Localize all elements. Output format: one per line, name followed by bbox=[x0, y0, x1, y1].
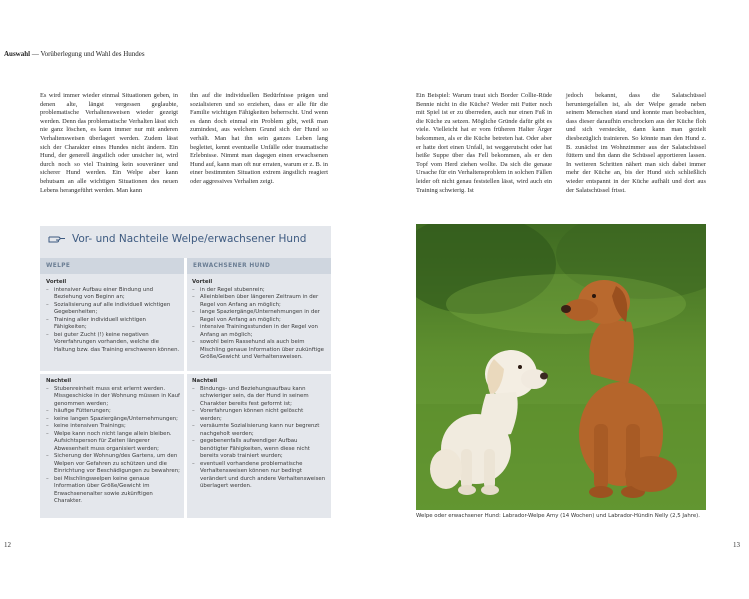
list-item: – eventuell vorhandene problematische Verhaltensweisen können nur bedingt verändert und durch andere Verhaltensweisen überlagert werden. bbox=[192, 461, 326, 491]
column-header-welpe: WELPE bbox=[40, 258, 184, 274]
erwachsener-con-list bbox=[192, 386, 326, 491]
list-item: – bei Mischlingswelpen keine genaue Information über Größe/Gewicht im Erwachsenenalter sowie zukünftigen Charakter. bbox=[46, 476, 180, 506]
list-item: – Sicherung der Wohnung/des Gartens, um den Welpen vor Gefahren zu schützen und die Einrichtung vor Beschädigungen zu bewahren; bbox=[46, 453, 180, 476]
welpe-con-list bbox=[46, 386, 180, 506]
list-item: – versäumte Sozialisierung kann nur begrenzt nachgeholt werden; bbox=[192, 423, 326, 438]
pro-label: Vorteil bbox=[46, 279, 67, 285]
list-item: – sowohl beim Rassehund als auch beim Mischling genaue Information über zukünftige Größe/Gewicht und Verhaltensweisen. bbox=[192, 339, 326, 362]
page-number-left: 12 bbox=[4, 541, 11, 549]
column-divider bbox=[184, 258, 187, 518]
welpe-pro-list bbox=[46, 287, 180, 355]
list-item: – intensive Trainingsstunden in der Regel von Anfang an möglich; bbox=[192, 324, 326, 339]
row-divider bbox=[40, 371, 331, 374]
dogs-photo bbox=[416, 224, 706, 510]
list-item: – Bindungs- und Beziehungsaufbau kann schwieriger sein, da der Hund in seinem Charakter bereits fest geformt ist; bbox=[192, 386, 326, 409]
erwachsener-pro-list bbox=[192, 287, 326, 362]
column-header-erwachsener-hund: ERWACHSENER HUND bbox=[187, 258, 331, 274]
page-number-right: 13 bbox=[733, 541, 740, 549]
erwachsener-pro-cell bbox=[192, 279, 326, 362]
photo-caption: Welpe oder erwachsener Hund: Labrador-Welpe Amy (14 Wochen) und Labrador-Hündin Nelly (2,5 Jahre). bbox=[416, 513, 700, 519]
list-item: – häufige Fütterungen; bbox=[46, 408, 180, 416]
list-item: – keine langen Spaziergänge/Unternehmungen; bbox=[46, 416, 180, 424]
list-item: – Training aller individuell wichtigen Fähigkeiten; bbox=[46, 317, 180, 332]
text-column-4: jedoch bekannt, dass die Salatschüssel heruntergefallen ist, als der Welpe gerade neben seinem Menschen stand und konnte man beobachten, dass dieser daraufhin erschrocken aus der Küche floh und sich versteckte, dann kann man gezielt diesbezüglich trainieren. So könnte man den Hund z. B. zunächst im Wohnzimmer aus der Salatschüssel füttern und ihn dann die Schüssel apportieren lassen. In weiteren Schritten nähert man sich dabei immer mehr der Küche an, bis der Hund sich schließlich wieder entspannt in der Küche aufhält und dort aus der Salatschüssel frisst. bbox=[566, 92, 706, 194]
header-subtitle: Vorüberlegung und Wahl des Hundes bbox=[40, 50, 145, 58]
text-column-2: ihn auf die individuellen Bedürfnisse prägen und sozialisieren und so erziehen, dass er alle für die Familie wichtigen Fähigkeiten beherrscht. Und wenn es dann doch einmal ein Problem gibt, weiß man zumindest, aus welchem Grund sich der Hund so verhält. Man hat ihn sein ganzes Leben lang begleitet, kennt eventuelle Unfälle oder traumatische Erlebnisse. Nimmt man dagegen einen erwachsenen Hund auf, kann man oft nur erraten, warum er z. B. in einer bestimmten Situation extrem ängstlich reagiert oder aggressives Verhalten zeigt. bbox=[190, 92, 328, 185]
con-label: Nachteil bbox=[46, 378, 72, 384]
list-item: – bei guter Zucht (!) keine negativen Vorerfahrungen vorhanden, welche die Haltung bzw. das Training erschweren können. bbox=[46, 332, 180, 355]
list-item: – gegebenenfalls aufwendiger Aufbau benötigter Fähigkeiten, wenn diese nicht bereits vorab trainiert wurden; bbox=[192, 438, 326, 461]
con-label: Nachteil bbox=[192, 378, 218, 384]
welpe-con-cell bbox=[46, 378, 180, 506]
text-column-1: Es wird immer wieder einmal Situationen geben, in denen alte, längst vergessen geglaubte, problematische Verhaltensweisen wieder gezeigt werden. Denn das problematische Verhalten lässt sich nie ganz löschen, es kann immer nur mit anderen Verhaltensweisen überlagert werden. Zudem lässt sich der Charakter eines Hundes nicht ändern. Ein Hund, der generell ängstlich oder unsicher ist, wird durch noch so viel Training kein souveräner und sicherer Hund werden. Ein Welpe aber kann behutsam an alle wichtigen Situationen des neuen Lebens herangeführt werden. Man kann bbox=[40, 92, 178, 194]
header-separator: — bbox=[31, 50, 39, 58]
welpe-pro-cell bbox=[46, 279, 180, 354]
list-item: – Vorerfahrungen können nicht gelöscht werden; bbox=[192, 408, 326, 423]
list-item: – in der Regel stubenrein; bbox=[192, 287, 326, 295]
text-column-3: Ein Beispiel: Warum traut sich Border Collie-Rüde Bennie nicht in die Küche? Weder mit Futter noch mit Spiel ist er zu überreden, auch nur einen Fuß in die Küche zu setzen. Mögliche Gründe dafür gibt es viele. Vielleicht hat er vom früheren Halter Ärger bekommen, als er die Küche betreten hat. Oder aber er hatte dort einen Unfall, ist weggerutscht oder hat heiße Suppe über das Fell bekommen, als er den Topf vom Herd ziehen wollte. Da sich die genaue Ursache für ein Verhaltensproblem in solchen Fällen leider oft nicht genau feststellen lässt, wird auch ein Training schwierig. Ist bbox=[416, 92, 552, 194]
box-title bbox=[48, 233, 306, 245]
list-item: – Stubenreinheit muss erst erlernt werden. Missgeschicke in der Wohnung müssen in Kauf genommen werden; bbox=[46, 386, 180, 409]
header-section: Auswahl bbox=[4, 50, 31, 58]
list-item: – Alleinbleiben über längeren Zeitraum in der Regel von Anfang an möglich; bbox=[192, 294, 326, 309]
list-item: – lange Spaziergänge/Unternehmungen in der Regel von Anfang an möglich; bbox=[192, 309, 326, 324]
pro-label: Vorteil bbox=[192, 279, 213, 285]
running-header bbox=[4, 50, 145, 58]
list-item: – keine intensiven Trainings; bbox=[46, 423, 180, 431]
list-item: – intensiver Aufbau einer Bindung und Beziehung von Beginn an; bbox=[46, 287, 180, 302]
dogs-photo-image bbox=[416, 224, 706, 510]
list-item: – Welpe kann noch nicht lange allein bleiben. Aufsichtsperson für Zeiten längerer Abwesenheit muss organisiert werden; bbox=[46, 431, 180, 454]
pointing-hand-icon bbox=[48, 234, 66, 244]
erwachsener-con-cell bbox=[192, 378, 326, 491]
list-item: – Sozialisierung auf alle individuell wichtigen Gegebenheiten; bbox=[46, 302, 180, 317]
box-title-text: Vor- und Nachteile Welpe/erwachsener Hund bbox=[72, 233, 307, 245]
